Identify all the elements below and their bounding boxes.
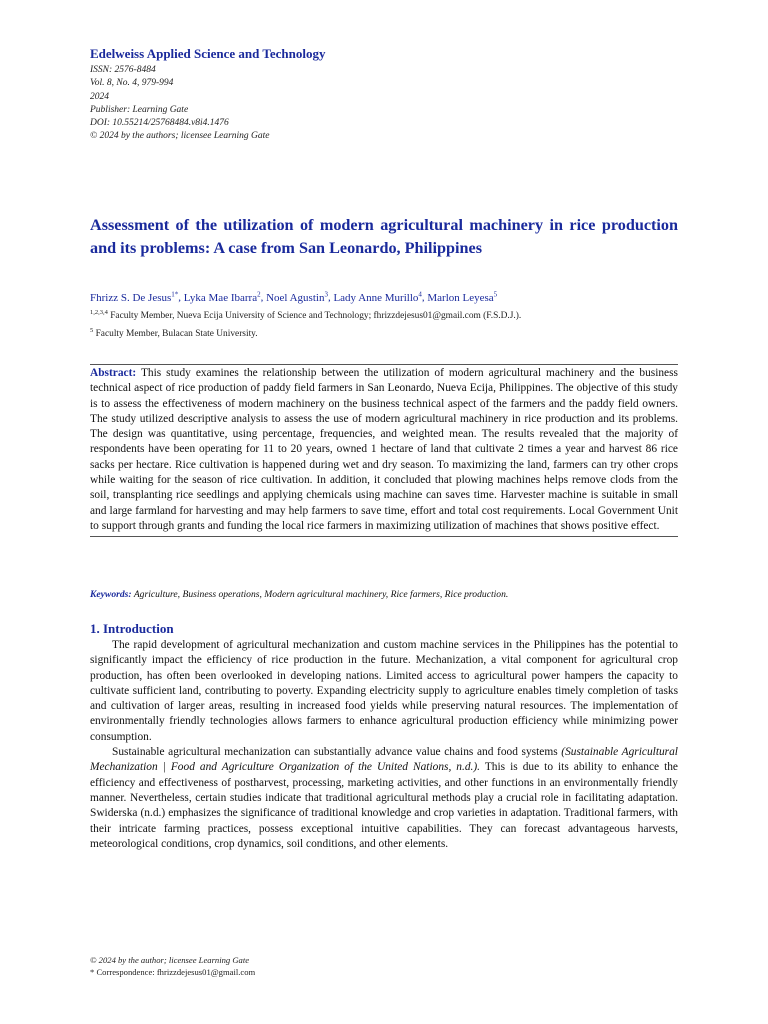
license: © 2024 by the authors; licensee Learning Gate xyxy=(90,131,270,142)
publisher: Publisher: Learning Gate xyxy=(90,104,189,115)
abstract-text: This study examines the relationship between the utilization of modern agricultural machinery and the business technical aspect of rice production of paddy field farmers in San Leonardo, Nueva Ecija, Philippines. The objective of this study is to assess the effectiveness of modern machinery on the business technical aspect of the farmers and the paddy field owners. The study utilized descriptive analysis to assess the use of modern agricultural machinery in rice production and its problems. The design was quantitative, using percentage, frequencies, and weighted mean. The results revealed that the majority of respondents have been operating for 11 to 20 years, owned 1 hectare of land that cultivate 2 times a year and harvest 86 rice sacks per hectare. Rice cultivation is happened during wet and dry season. To maximizing the land, farmers can try other crops while waiting for the season of rice cultivation. In addition, it concluded that plowing machines helps remove clods from the soil, transplanting rice seedlings and applying chemicals using machine can saves time. Harvester machine is suitable in small and large farmland for harvesting and may help farmers to save time, effort and total cost requirements. Local Government Unit to support through grants and funding the local rice farmers in maximizing utilization of machines that shows positive effect. xyxy=(90,367,678,532)
author: Noel Agustin$^3$ xyxy=(266,290,328,304)
year: 2024 xyxy=(90,91,109,102)
author-list: Fhrizz S. De Jesus$^{1*}$, Lyka Mae Ibarra$^2$, Noel Agustin$^3$, Lady Anne Murillo$^4$, Marlon Leyesa$^5$ xyxy=(90,290,498,304)
author: Lady Anne Murillo$^4$ xyxy=(333,290,422,304)
section-heading: 1. Introduction xyxy=(90,621,174,636)
introduction-body xyxy=(90,638,678,852)
footer-correspondence: * Correspondence: fhrizzdejesus01@gmail.com xyxy=(90,967,256,977)
paragraph: The rapid development of agricultural mechanization and custom machine services in the Philippines has the potential to significantly impact the efficiency of rice production in the future. Mechanization, a vital component for agricultural crop production, has often been overlooked in developing nations. Limited access to agricultural power hampers the capacity to cultivate sufficient land, contributing to poverty. Expanding electricity supply to agriculture enables timely completion of tasks and cultivation of larger areas, resulting in increased food yields while preserving natural resources. The implementation of environmentally friendly technologies allows farmers to enhance agricultural production efficiency while minimizing power consumption. xyxy=(90,639,678,743)
affiliation: $^{1,2,3,4}$ Faculty Member, Nueva Ecija University of Science and Technology; fhrizzdejesus01@gmail.com (F.S.D.J.). xyxy=(90,309,522,322)
page-footer xyxy=(90,954,255,978)
affiliation: $^5$ Faculty Member, Bulacan State University. xyxy=(90,326,258,339)
author: Marlon Leyesa$^5$ xyxy=(427,290,498,304)
paragraph: Sustainable agricultural mechanization can substantially advance value chains and food systems (Sustainable Agricultural Mechanization | Food and Agriculture Organization of the United Nations, n.d.). This is due to its ability to enhance the efficiency and effectiveness of postharvest, processing, marketing activities, and other functions in an environmentally friendly manner. Nevertheless, certain studies indicate that traditional agricultural methods play a crucial role in facilitating adaptation. Swiderska (n.d.) emphasizes the significance of traditional knowledge and crop varieties in adaptation. Traditional farmers, with their intricate farming practices, possess exceptional intuitive capabilities. They can forecast advantageous harvests, meteorological conditions, crop dynamics, soil conditions, and other elements. xyxy=(90,746,678,850)
keywords xyxy=(90,588,678,602)
publication-meta xyxy=(90,64,270,144)
author: Lyka Mae Ibarra$^2$ xyxy=(183,290,261,304)
keywords-text: Agriculture, Business operations, Modern agricultural machinery, Rice farmers, Rice production. xyxy=(133,589,509,600)
keywords-label: Keywords: xyxy=(90,589,132,600)
footer-copyright: © 2024 by the author; licensee Learning Gate xyxy=(90,955,250,965)
author: Fhrizz S. De Jesus$^{1*}$ xyxy=(90,290,179,304)
doi: DOI: 10.55214/25768484.v8i4.1476 xyxy=(90,118,229,129)
paper-title: Assessment of the utilization of modern agricultural machinery in rice production and its problems: A case from San Leonardo, Philippines xyxy=(90,216,678,257)
volume-issue: Vol. 8, No. 4, 979-994 xyxy=(90,78,174,89)
citation: (Sustainable Agricultural Mechanization | Food and Agriculture Organization of the United Nations, n.d.). xyxy=(90,746,678,774)
issn: ISSN: 2576-8484 xyxy=(90,65,156,75)
abstract xyxy=(90,364,678,537)
journal-name: Edelweiss Applied Science and Technology xyxy=(90,46,326,61)
abstract-label: Abstract: xyxy=(90,367,137,379)
affiliations xyxy=(90,306,521,341)
